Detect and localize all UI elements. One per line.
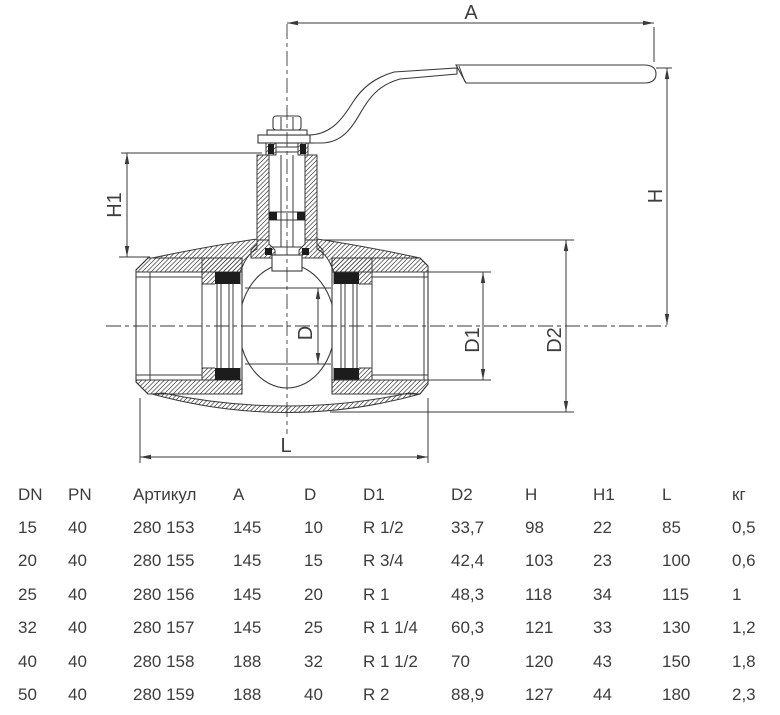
table-cell: 88,9	[451, 685, 485, 705]
table-cell: 1,8	[732, 651, 756, 671]
column-header: D1	[363, 484, 385, 504]
table-cell: 98	[525, 518, 544, 538]
table-cell: 33	[593, 618, 612, 638]
dim-label-a: A	[464, 2, 478, 24]
table-cell: 120	[525, 651, 554, 671]
table-cell: 25	[304, 618, 323, 638]
column-header: PN	[68, 484, 92, 504]
table-cell: 145	[233, 551, 262, 571]
table-cell: 2,3	[732, 685, 756, 705]
table-cell: 188	[233, 685, 262, 705]
table-cell: 280 159	[133, 685, 195, 705]
column-header: D	[304, 484, 317, 504]
table-cell: 150	[662, 651, 691, 671]
table-cell: 10	[304, 518, 323, 538]
table-cell: 34	[593, 584, 612, 604]
table-cell: 40	[304, 685, 323, 705]
column-header: кг	[732, 484, 746, 504]
body-bottom-shell	[152, 393, 420, 413]
dim-label-h1: H1	[104, 192, 126, 218]
table-cell: 23	[593, 551, 612, 571]
column-header: Артикул	[133, 484, 197, 504]
table-cell: 25	[18, 584, 37, 604]
table-cell: 15	[18, 518, 37, 538]
dimension-H	[645, 68, 672, 325]
table-cell: 40	[68, 518, 87, 538]
table-cell: 70	[451, 651, 470, 671]
table-cell: 1,2	[732, 618, 756, 638]
dim-label-h: H	[645, 188, 667, 204]
table-cell: 20	[304, 584, 323, 604]
table-cell: 40	[68, 551, 87, 571]
table-cell: 0,6	[732, 551, 756, 571]
handle-grip[interactable]	[456, 65, 656, 83]
table-cell: 130	[662, 618, 691, 638]
table-cell: 44	[593, 685, 612, 705]
table-cell: 40	[68, 685, 87, 705]
dim-label-d1: D1	[462, 327, 484, 353]
table-cell: R 1	[363, 584, 390, 604]
table-cell: 40	[68, 651, 87, 671]
dim-label-d2: D2	[544, 327, 566, 353]
table-cell: 121	[525, 618, 554, 638]
dim-label-l: L	[280, 435, 292, 457]
table-cell: 48,3	[451, 584, 485, 604]
table-cell: R 2	[363, 685, 390, 705]
dimension-H1	[104, 153, 262, 257]
table-cell: 145	[233, 584, 262, 604]
table-cell: R 1 1/4	[363, 618, 418, 638]
table-cell: 15	[304, 551, 323, 571]
dim-label-d: D	[295, 325, 317, 341]
table-cell: 40	[68, 618, 87, 638]
column-header: DN	[18, 484, 43, 504]
table-cell: R 1/2	[363, 518, 404, 538]
table-cell: 50	[18, 685, 37, 705]
table-cell: 40	[18, 651, 37, 671]
table-cell: 100	[662, 551, 691, 571]
dimension-A	[287, 2, 654, 62]
table-cell: 40	[68, 584, 87, 604]
table-cell: 127	[525, 685, 554, 705]
table-cell: R 3/4	[363, 551, 404, 571]
table-cell: R 1 1/2	[363, 651, 418, 671]
table-cell: 43	[593, 651, 612, 671]
table-cell: 118	[525, 584, 553, 604]
column-header: H	[525, 484, 538, 504]
table-cell: 280 155	[133, 551, 195, 571]
table-cell: 0,5	[732, 518, 756, 538]
table-cell: 145	[233, 518, 262, 538]
table-cell: 85	[662, 518, 681, 538]
column-header: A	[233, 484, 245, 504]
table-cell: 60,3	[451, 618, 485, 638]
table-cell: 42,4	[451, 551, 485, 571]
table-cell: 280 156	[133, 584, 195, 604]
handle-lever[interactable]	[310, 68, 457, 143]
table-cell: 1	[732, 584, 742, 604]
dimension-table	[0, 478, 780, 712]
table-cell: 280 158	[133, 651, 195, 671]
table-cell: 280 157	[133, 618, 195, 638]
table-cell: 115	[662, 584, 690, 604]
column-header: D2	[451, 484, 473, 504]
table-cell: 20	[18, 551, 37, 571]
table-cell: 33,7	[451, 518, 485, 538]
table-cell: 280 153	[133, 518, 195, 538]
table-cell: 145	[233, 618, 262, 638]
table-cell: 188	[233, 651, 262, 671]
table-cell: 180	[662, 685, 691, 705]
column-header: L	[662, 484, 672, 504]
table-cell: 32	[18, 618, 37, 638]
table-cell: 22	[593, 518, 612, 538]
table-cell: 103	[525, 551, 554, 571]
handle-base-plate	[258, 135, 313, 143]
table-cell: 32	[304, 651, 323, 671]
column-header: H1	[593, 484, 615, 504]
